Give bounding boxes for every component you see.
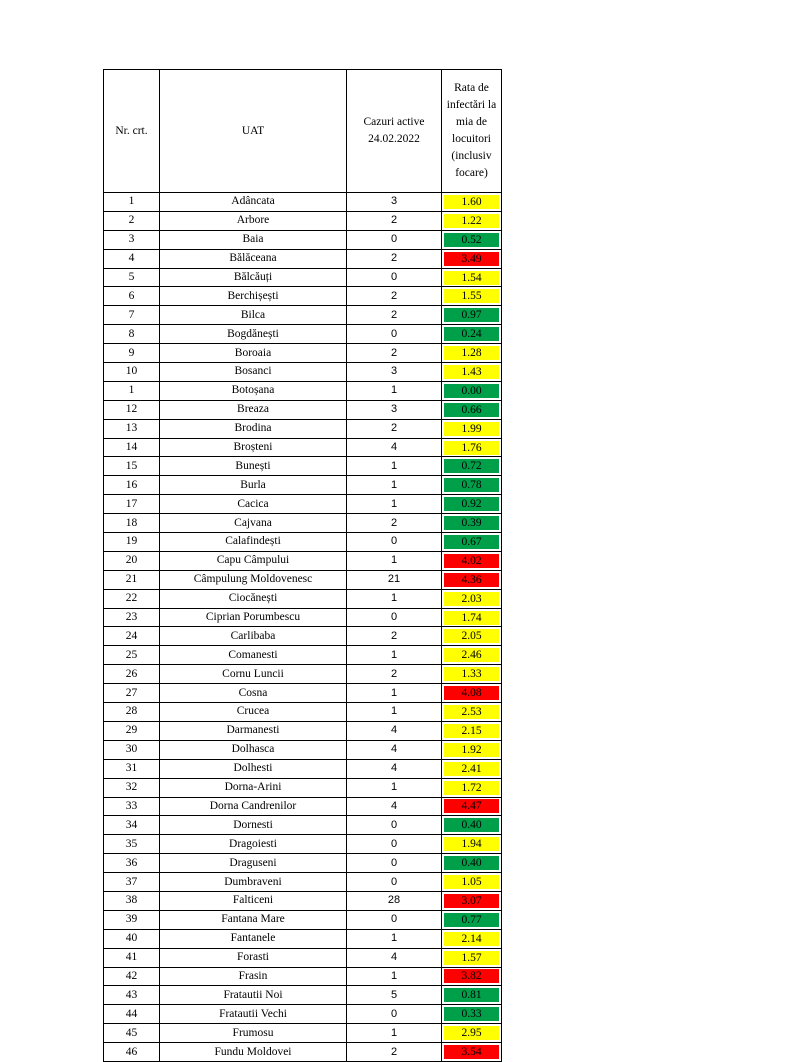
rate-badge-yellow: 1.94 [444, 837, 499, 851]
row-rate-cell [442, 967, 502, 986]
table-row [104, 1024, 502, 1043]
row-cazuri-active: 4 [347, 438, 442, 457]
table-row [104, 495, 502, 514]
row-rate-cell [442, 457, 502, 476]
rate-badge-green: 0.97 [444, 308, 499, 322]
row-cazuri-active: 2 [347, 306, 442, 325]
row-uat-name: Cacica [160, 495, 347, 514]
row-rate-cell [442, 816, 502, 835]
row-uat-name: Forasti [160, 948, 347, 967]
table-header-row [104, 70, 502, 193]
row-cazuri-active: 1 [347, 551, 442, 570]
row-rate-cell [442, 344, 502, 363]
row-uat-name: Dolhasca [160, 740, 347, 759]
row-uat-name: Fundu Moldovei [160, 1043, 347, 1062]
row-cazuri-active: 0 [347, 230, 442, 249]
rate-badge-yellow: 2.41 [444, 762, 499, 776]
row-cazuri-active: 2 [347, 627, 442, 646]
row-nr: 12 [104, 400, 160, 419]
rate-badge-green: 0.52 [444, 233, 499, 247]
row-uat-name: Fantanele [160, 929, 347, 948]
row-cazuri-active: 0 [347, 325, 442, 344]
row-nr: 24 [104, 627, 160, 646]
rate-badge-green: 0.24 [444, 327, 499, 341]
row-uat-name: Broșteni [160, 438, 347, 457]
row-uat-name: Fratautii Noi [160, 986, 347, 1005]
row-nr: 17 [104, 495, 160, 514]
table-row [104, 627, 502, 646]
row-cazuri-active: 2 [347, 665, 442, 684]
table-row [104, 438, 502, 457]
header-cazuri-active: Cazuri active 24.02.2022 [347, 70, 442, 193]
rate-badge-yellow: 1.05 [444, 875, 499, 889]
row-uat-name: Comanesti [160, 646, 347, 665]
row-uat-name: Crucea [160, 703, 347, 722]
row-cazuri-active: 4 [347, 797, 442, 816]
rate-badge-red: 3.49 [444, 252, 499, 266]
row-rate-cell [442, 419, 502, 438]
table-row [104, 306, 502, 325]
rate-badge-yellow: 2.15 [444, 724, 499, 738]
row-cazuri-active: 21 [347, 570, 442, 589]
row-cazuri-active: 2 [347, 344, 442, 363]
row-uat-name: Câmpulung Moldovenesc [160, 570, 347, 589]
row-cazuri-active: 1 [347, 1024, 442, 1043]
row-nr: 15 [104, 457, 160, 476]
row-cazuri-active: 1 [347, 646, 442, 665]
row-uat-name: Carlibaba [160, 627, 347, 646]
table-row [104, 797, 502, 816]
row-cazuri-active: 1 [347, 684, 442, 703]
row-nr: 25 [104, 646, 160, 665]
rate-badge-yellow: 1.99 [444, 422, 499, 436]
row-nr: 10 [104, 363, 160, 382]
row-cazuri-active: 1 [347, 967, 442, 986]
row-cazuri-active: 2 [347, 1043, 442, 1062]
row-rate-cell [442, 1043, 502, 1062]
table-row [104, 891, 502, 910]
row-uat-name: Capu Câmpului [160, 551, 347, 570]
row-cazuri-active: 4 [347, 740, 442, 759]
rate-badge-red: 3.54 [444, 1045, 499, 1059]
table-row [104, 211, 502, 230]
row-uat-name: Baia [160, 230, 347, 249]
row-rate-cell [442, 854, 502, 873]
row-rate-cell [442, 665, 502, 684]
row-nr: 13 [104, 419, 160, 438]
table-row [104, 230, 502, 249]
header-uat: UAT [160, 70, 347, 193]
row-nr: 2 [104, 211, 160, 230]
rate-badge-yellow: 2.05 [444, 629, 499, 643]
table-row [104, 287, 502, 306]
row-uat-name: Arbore [160, 211, 347, 230]
row-rate-cell [442, 381, 502, 400]
table-row [104, 929, 502, 948]
rate-badge-yellow: 1.54 [444, 271, 499, 285]
row-cazuri-active: 2 [347, 419, 442, 438]
row-nr: 34 [104, 816, 160, 835]
table-row [104, 684, 502, 703]
table-row [104, 740, 502, 759]
row-nr: 29 [104, 721, 160, 740]
row-rate-cell [442, 948, 502, 967]
rate-badge-red: 3.82 [444, 969, 499, 983]
row-uat-name: Breaza [160, 400, 347, 419]
row-rate-cell [442, 438, 502, 457]
row-nr: 4 [104, 249, 160, 268]
row-cazuri-active: 5 [347, 986, 442, 1005]
table-row [104, 476, 502, 495]
row-cazuri-active: 0 [347, 816, 442, 835]
row-uat-name: Cornu Luncii [160, 665, 347, 684]
row-uat-name: Dornesti [160, 816, 347, 835]
row-cazuri-active: 4 [347, 948, 442, 967]
header-nr-crt: Nr. crt. [104, 70, 160, 193]
rate-badge-red: 4.36 [444, 573, 499, 587]
row-cazuri-active: 0 [347, 608, 442, 627]
row-uat-name: Fantana Mare [160, 910, 347, 929]
row-nr: 20 [104, 551, 160, 570]
row-uat-name: Botoșana [160, 381, 347, 400]
row-rate-cell [442, 1024, 502, 1043]
row-cazuri-active: 2 [347, 211, 442, 230]
row-rate-cell [442, 721, 502, 740]
row-uat-name: Cajvana [160, 514, 347, 533]
rate-badge-yellow: 2.95 [444, 1026, 499, 1040]
row-uat-name: Bunești [160, 457, 347, 476]
row-nr: 5 [104, 268, 160, 287]
table-row [104, 873, 502, 892]
row-cazuri-active: 4 [347, 759, 442, 778]
row-uat-name: Fratautii Vechi [160, 1005, 347, 1024]
rate-badge-green: 0.72 [444, 459, 499, 473]
table-row [104, 249, 502, 268]
row-cazuri-active: 1 [347, 778, 442, 797]
rate-badge-green: 0.78 [444, 478, 499, 492]
row-uat-name: Bălcăuți [160, 268, 347, 287]
table-row [104, 589, 502, 608]
rate-badge-yellow: 1.60 [444, 195, 499, 209]
row-nr: 22 [104, 589, 160, 608]
row-uat-name: Dragoiesti [160, 835, 347, 854]
rate-badge-yellow: 2.46 [444, 648, 499, 662]
row-uat-name: Calafindești [160, 533, 347, 552]
rate-badge-yellow: 1.76 [444, 441, 499, 455]
rate-badge-yellow: 1.74 [444, 611, 499, 625]
table-body [104, 193, 502, 1062]
table-row [104, 835, 502, 854]
row-nr: 9 [104, 344, 160, 363]
row-rate-cell [442, 797, 502, 816]
row-cazuri-active: 1 [347, 381, 442, 400]
row-nr: 28 [104, 703, 160, 722]
row-nr: 14 [104, 438, 160, 457]
row-cazuri-active: 1 [347, 495, 442, 514]
row-uat-name: Berchișești [160, 287, 347, 306]
row-rate-cell [442, 759, 502, 778]
rate-badge-yellow: 1.57 [444, 951, 499, 965]
table-row [104, 665, 502, 684]
rate-badge-green: 0.33 [444, 1007, 499, 1021]
table-row [104, 570, 502, 589]
row-rate-cell [442, 400, 502, 419]
rate-badge-yellow: 1.33 [444, 667, 499, 681]
table-row [104, 721, 502, 740]
row-cazuri-active: 3 [347, 400, 442, 419]
rate-badge-yellow: 1.28 [444, 346, 499, 360]
rate-badge-yellow: 1.55 [444, 289, 499, 303]
table-row [104, 419, 502, 438]
row-nr: 16 [104, 476, 160, 495]
row-nr: 21 [104, 570, 160, 589]
row-nr: 35 [104, 835, 160, 854]
row-nr: 43 [104, 986, 160, 1005]
row-rate-cell [442, 778, 502, 797]
row-nr: 32 [104, 778, 160, 797]
row-nr: 31 [104, 759, 160, 778]
row-uat-name: Dorna-Arini [160, 778, 347, 797]
row-uat-name: Draguseni [160, 854, 347, 873]
row-cazuri-active: 1 [347, 589, 442, 608]
row-cazuri-active: 2 [347, 287, 442, 306]
row-uat-name: Bălăceana [160, 249, 347, 268]
table-row [104, 646, 502, 665]
row-uat-name: Brodina [160, 419, 347, 438]
row-rate-cell [442, 1005, 502, 1024]
row-rate-cell [442, 986, 502, 1005]
row-cazuri-active: 1 [347, 457, 442, 476]
row-nr: 18 [104, 514, 160, 533]
row-uat-name: Dolhesti [160, 759, 347, 778]
table-row [104, 363, 502, 382]
row-rate-cell [442, 627, 502, 646]
table-row [104, 759, 502, 778]
rate-badge-green: 0.77 [444, 913, 499, 927]
row-nr: 23 [104, 608, 160, 627]
row-uat-name: Frasin [160, 967, 347, 986]
table-row [104, 816, 502, 835]
row-rate-cell [442, 533, 502, 552]
row-cazuri-active: 1 [347, 703, 442, 722]
table-row [104, 910, 502, 929]
rate-badge-green: 0.40 [444, 856, 499, 870]
row-cazuri-active: 0 [347, 854, 442, 873]
row-uat-name: Falticeni [160, 891, 347, 910]
row-uat-name: Ciocănești [160, 589, 347, 608]
rate-badge-yellow: 2.03 [444, 592, 499, 606]
row-cazuri-active: 3 [347, 363, 442, 382]
rate-badge-green: 0.81 [444, 988, 499, 1002]
table-row [104, 533, 502, 552]
row-nr: 26 [104, 665, 160, 684]
table-row [104, 703, 502, 722]
row-rate-cell [442, 230, 502, 249]
row-rate-cell [442, 589, 502, 608]
row-rate-cell [442, 249, 502, 268]
row-nr: 30 [104, 740, 160, 759]
row-nr: 36 [104, 854, 160, 873]
row-nr: 19 [104, 533, 160, 552]
row-nr: 1 [104, 193, 160, 212]
row-cazuri-active: 0 [347, 910, 442, 929]
table-row [104, 778, 502, 797]
row-rate-cell [442, 193, 502, 212]
row-cazuri-active: 4 [347, 721, 442, 740]
table-row [104, 551, 502, 570]
row-nr: 46 [104, 1043, 160, 1062]
row-uat-name: Burla [160, 476, 347, 495]
row-rate-cell [442, 551, 502, 570]
row-cazuri-active: 3 [347, 193, 442, 212]
row-rate-cell [442, 646, 502, 665]
row-uat-name: Bogdănești [160, 325, 347, 344]
table-row [104, 514, 502, 533]
row-cazuri-active: 0 [347, 835, 442, 854]
row-rate-cell [442, 740, 502, 759]
row-rate-cell [442, 495, 502, 514]
row-nr: 27 [104, 684, 160, 703]
row-cazuri-active: 0 [347, 268, 442, 287]
table-row [104, 457, 502, 476]
rate-badge-yellow: 1.22 [444, 214, 499, 228]
rate-badge-green: 0.40 [444, 818, 499, 832]
row-cazuri-active: 0 [347, 533, 442, 552]
row-cazuri-active: 1 [347, 929, 442, 948]
row-rate-cell [442, 910, 502, 929]
table-row [104, 268, 502, 287]
row-nr: 3 [104, 230, 160, 249]
row-rate-cell [442, 268, 502, 287]
row-cazuri-active: 0 [347, 873, 442, 892]
row-rate-cell [442, 703, 502, 722]
rate-badge-yellow: 1.43 [444, 365, 499, 379]
row-cazuri-active: 2 [347, 514, 442, 533]
row-uat-name: Adâncata [160, 193, 347, 212]
table-row [104, 948, 502, 967]
row-rate-cell [442, 476, 502, 495]
row-nr: 42 [104, 967, 160, 986]
row-nr: 6 [104, 287, 160, 306]
row-cazuri-active: 1 [347, 476, 442, 495]
table-row [104, 381, 502, 400]
table-row [104, 193, 502, 212]
table-row [104, 1043, 502, 1062]
row-rate-cell [442, 929, 502, 948]
table-row [104, 344, 502, 363]
rate-badge-yellow: 2.14 [444, 932, 499, 946]
row-nr: 44 [104, 1005, 160, 1024]
row-nr: 1 [104, 381, 160, 400]
rate-badge-green: 0.67 [444, 535, 499, 549]
rate-badge-green: 0.39 [444, 516, 499, 530]
row-nr: 45 [104, 1024, 160, 1043]
row-cazuri-active: 2 [347, 249, 442, 268]
row-rate-cell [442, 211, 502, 230]
row-nr: 8 [104, 325, 160, 344]
row-uat-name: Boroaia [160, 344, 347, 363]
rate-badge-red: 4.08 [444, 686, 499, 700]
table-row [104, 400, 502, 419]
row-cazuri-active: 28 [347, 891, 442, 910]
row-rate-cell [442, 873, 502, 892]
row-rate-cell [442, 514, 502, 533]
row-nr: 37 [104, 873, 160, 892]
row-rate-cell [442, 363, 502, 382]
header-rata-infectari: Rata de infectări la mia de locuitori (inclusiv focare) [442, 70, 502, 193]
table-row [104, 325, 502, 344]
row-uat-name: Darmanesti [160, 721, 347, 740]
row-rate-cell [442, 570, 502, 589]
table-row [104, 608, 502, 627]
rate-badge-red: 3.07 [444, 894, 499, 908]
rate-badge-green: 0.92 [444, 497, 499, 511]
row-uat-name: Dumbraveni [160, 873, 347, 892]
row-uat-name: Cosna [160, 684, 347, 703]
rate-badge-red: 4.02 [444, 554, 499, 568]
rate-badge-green: 0.66 [444, 403, 499, 417]
table-row [104, 967, 502, 986]
row-rate-cell [442, 835, 502, 854]
table-row [104, 854, 502, 873]
rate-badge-red: 4.47 [444, 799, 499, 813]
table-row [104, 986, 502, 1005]
row-nr: 38 [104, 891, 160, 910]
row-uat-name: Bosanci [160, 363, 347, 382]
rate-badge-yellow: 2.53 [444, 705, 499, 719]
rate-badge-yellow: 1.92 [444, 743, 499, 757]
row-rate-cell [442, 608, 502, 627]
row-uat-name: Dorna Candrenilor [160, 797, 347, 816]
row-uat-name: Frumosu [160, 1024, 347, 1043]
row-nr: 33 [104, 797, 160, 816]
row-cazuri-active: 0 [347, 1005, 442, 1024]
row-nr: 41 [104, 948, 160, 967]
uat-cases-table [103, 69, 502, 1062]
row-nr: 7 [104, 306, 160, 325]
table-row [104, 1005, 502, 1024]
row-rate-cell [442, 306, 502, 325]
row-rate-cell [442, 891, 502, 910]
row-rate-cell [442, 325, 502, 344]
rate-badge-yellow: 1.72 [444, 781, 499, 795]
row-nr: 39 [104, 910, 160, 929]
row-rate-cell [442, 287, 502, 306]
row-uat-name: Ciprian Porumbescu [160, 608, 347, 627]
row-uat-name: Bilca [160, 306, 347, 325]
row-nr: 40 [104, 929, 160, 948]
row-rate-cell [442, 684, 502, 703]
rate-badge-green: 0.00 [444, 384, 499, 398]
